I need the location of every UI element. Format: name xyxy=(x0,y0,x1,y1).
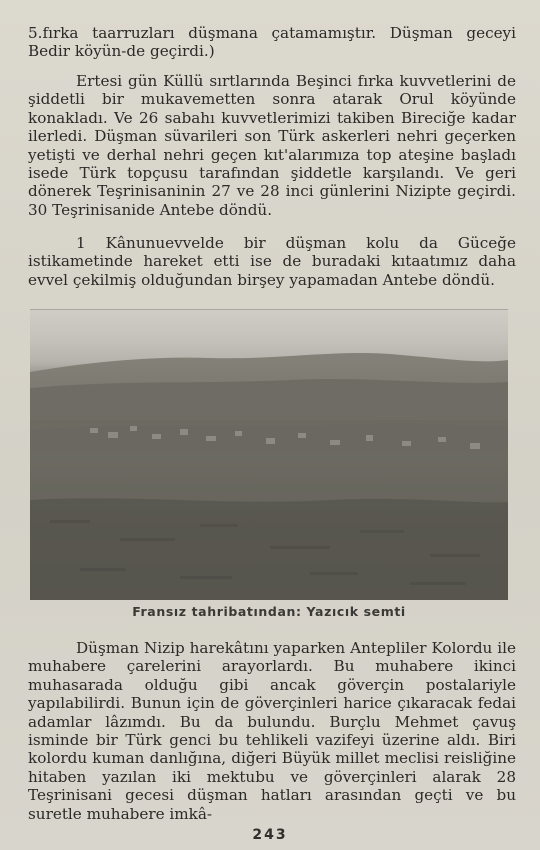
paragraph: 1 Kânunuevvelde bir düşman kolu da Güceğe istikametinde hareket etti ise de buradaki kıtaatımız daha evvel çekilmiş olduğundan birşey yapamadan Antebe döndü. xyxy=(28,234,516,289)
text-block-bottom xyxy=(28,639,516,823)
photo-caption: Fransız tahribatından: Yazıcık semti xyxy=(132,604,406,619)
paragraph: Düşman Nizip harekâtını yaparken Antepliler Kolordu ile muhabere çarelerini arayorlardı. Bu muhabere ikinci muhasarada olduğu gibi ancak göverçin postalariyle yapılabilirdi. Bunun için de göverçinleri harice çıkaracak fedai adamlar lâzımdı. Bu da bulundu. Burçlu Mehmet çavuş isminde bir Türk genci bu tehlikeli vazifeyi üzerine aldı. Biri kolordu kuman danlığına, diğeri Büyük millet meclisi reisliğine hitaben yazılan iki mektubu ve göverçinleri alarak 28 Teşrinisani gecesi düşman hatları arasından geçti ve bu suretle muhabere imkâ- xyxy=(28,639,516,823)
landscape-photo xyxy=(30,309,508,600)
text-block-middle xyxy=(28,72,516,219)
field-band xyxy=(30,423,508,510)
paragraph: Ertesi gün Küllü sırtlarında Beşinci fırka kuvvetlerini de şiddetli bir mukavemetten sonra atarak Orul köyünde konakladı. Ve 26 sabahı kuvvetlerimizi takiben Bireciğe kadar ilerledi. Düşman süvarileri son Türk askerleri nehri geçerken yetişti ve derhal nehri geçen kıt'alarımıza top ateşine başladı isede Türk topçusu tarafından şiddetle karşılandı. Ve geri dönerek Teşrinisaninin 27 ve 28 inci günlerini Nizipte geçirdi. 30 Teşrinisanide Antebe döndü. xyxy=(28,72,516,219)
text-block-middle-2 xyxy=(28,234,516,289)
paragraph: 5.fırka taarruzları düşmana çatamamıştır. Düşman geceyi Bedir köyün-de geçirdi.) xyxy=(28,24,516,61)
text-block-top xyxy=(28,24,516,61)
landscape-photo-drawing xyxy=(30,310,508,600)
page-number: 243 xyxy=(252,827,288,843)
